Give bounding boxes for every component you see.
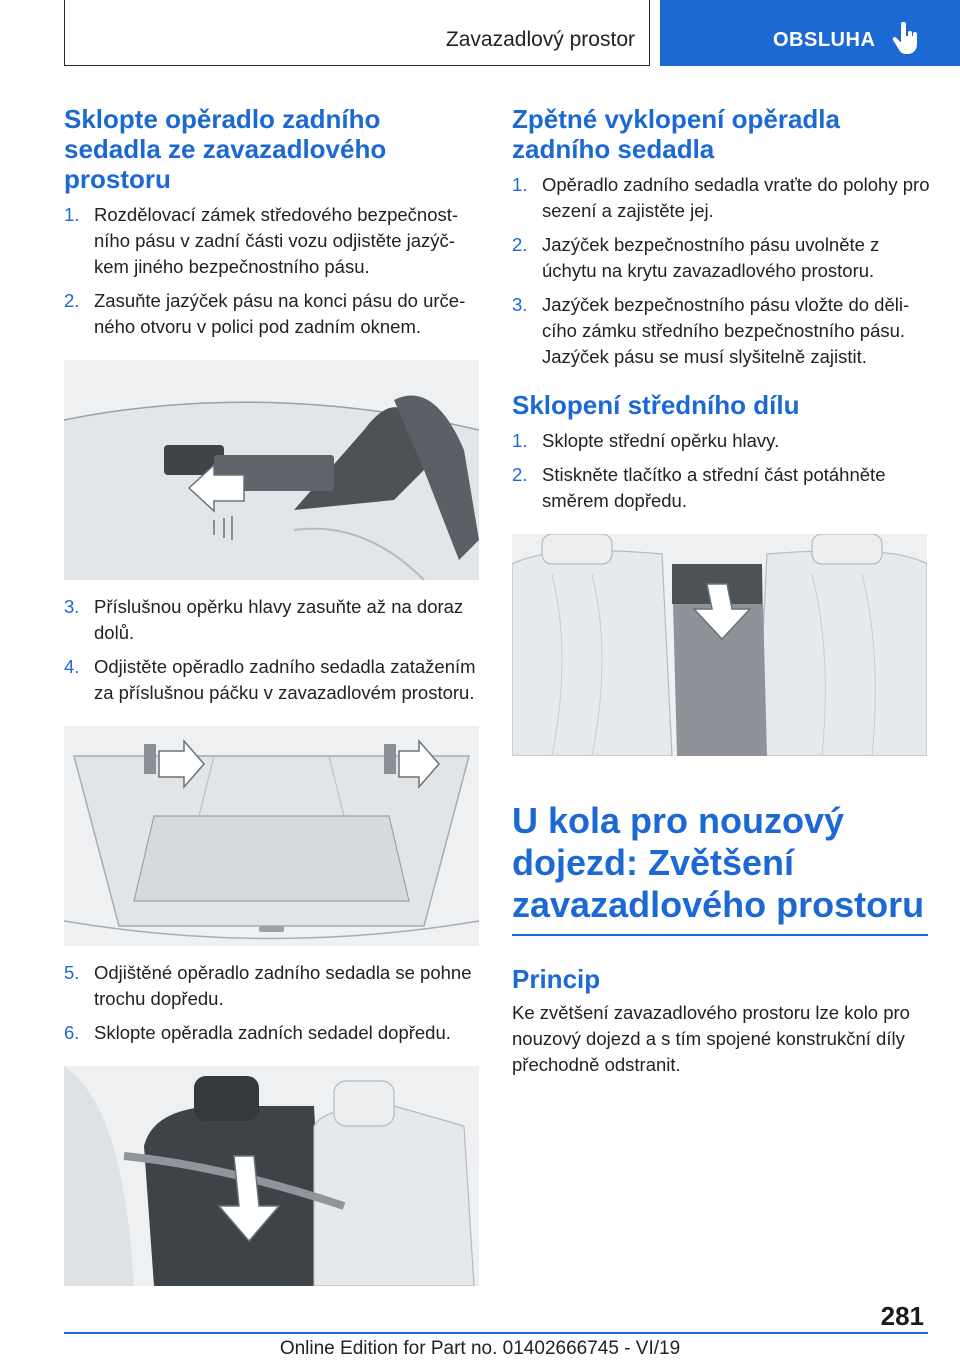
- footer-edition: Online Edition for Part no. 01402666745 - VI/19: [279, 1338, 681, 1359]
- step-number: 4.: [64, 656, 80, 677]
- illustration-belt-parcel-shelf: [64, 360, 479, 580]
- subsection-title-principle: Princip: [512, 964, 601, 994]
- step-text: Stiskněte tlačítko a střední část potáhněte směrem dopředu.: [542, 464, 886, 511]
- step-text: Odjistěte opěradlo zadního sedadla zatažením za příslušnou páčku v zavazadlovém prostoru.: [94, 656, 476, 703]
- steps-list-middle: [512, 428, 930, 514]
- list-item: [512, 232, 930, 284]
- step-number: 1.: [512, 174, 528, 195]
- step-number: 1.: [512, 430, 528, 451]
- steps-list-fold-c: [64, 960, 479, 1046]
- step-number: 2.: [512, 234, 528, 255]
- steps-list-fold-b: [64, 594, 479, 706]
- step-text: Rozdělovací zámek středového bezpečnostního pásu v zadní části vozu odjistěte jazýčkem jiného bezpečnostního pásu.: [94, 204, 459, 277]
- chapter-title-spare-wheel: U kola pro nouzový dojezd: Zvětšení zavazadlového prostoru: [512, 800, 925, 925]
- section-title-fold-middle: Sklopení středního dílu: [512, 390, 800, 420]
- list-item: [512, 172, 930, 224]
- section-title-raise-backrest: Zpětné vyklopení opěradla zadního sedadla: [512, 104, 840, 164]
- steps-list-fold-a: [64, 202, 479, 340]
- page-number: 281: [880, 1301, 924, 1331]
- list-item: [64, 654, 479, 706]
- step-number: 6.: [64, 1022, 80, 1043]
- list-item: [512, 428, 930, 454]
- step-text: Zasuňte jazýček pásu na konci pásu do určeného otvoru v polici pod zadním oknem.: [94, 290, 466, 337]
- list-item: [64, 960, 479, 1012]
- step-number: 3.: [512, 294, 528, 315]
- pointing-hand-icon: [892, 22, 920, 56]
- header-chapter-tab[interactable]: [660, 0, 960, 66]
- chapter-title-rule: [512, 934, 928, 936]
- step-text: Sklopte opěradla zadních sedadel dopředu.: [94, 1022, 451, 1043]
- step-number: 1.: [64, 204, 80, 225]
- step-number: 3.: [64, 596, 80, 617]
- footer-rule: [64, 1332, 928, 1334]
- step-text: Jazýček bezpečnostního pásu uvolněte z úchytu na krytu zavazadlového prostoru.: [542, 234, 880, 281]
- step-number: 5.: [64, 962, 80, 983]
- illustration-fold-seats-forward: [64, 1066, 479, 1286]
- header-section-title: Zavazadlový prostor: [445, 28, 635, 51]
- step-text: Odjištěné opěradlo zadního sedadla se pohne trochu dopředu.: [94, 962, 472, 1009]
- list-item: [512, 292, 930, 370]
- step-number: 2.: [64, 290, 80, 311]
- step-text: Příslušnou opěrku hlavy zasuňte až na doraz dolů.: [94, 596, 464, 643]
- step-text: Jazýček bezpečnostního pásu vložte do dělicího zámku středního bezpečnostního pásu. Jazýček pásu se musí slyšitelně zajistit.: [542, 294, 910, 367]
- list-item: [64, 288, 479, 340]
- list-item: [64, 1020, 479, 1046]
- header-chapter-label: OBSLUHA: [773, 29, 876, 51]
- section-title-fold-backrest: Sklopte opěradlo zadního sedadla ze zavazadlového prostoru: [64, 104, 387, 194]
- steps-list-raise: [512, 172, 930, 370]
- list-item: [512, 462, 930, 514]
- left-column: [64, 104, 479, 1300]
- step-number: 2.: [512, 464, 528, 485]
- principle-text: Ke zvětšení zavazadlového prostoru lze kolo pro nouzový dojezd a s tím spojené konstrukční díly přechodně odstranit.: [512, 1002, 910, 1075]
- illustration-middle-section: [512, 534, 927, 756]
- list-item: [64, 594, 479, 646]
- step-text: Sklopte střední opěrku hlavy.: [542, 430, 780, 451]
- step-text: Opěradlo zadního sedadla vraťte do polohy pro sezení a zajistěte jej.: [542, 174, 930, 221]
- header-section-box: [64, 0, 650, 66]
- right-column: [512, 104, 930, 1078]
- list-item: [64, 202, 479, 280]
- illustration-trunk-release-levers: [64, 726, 479, 946]
